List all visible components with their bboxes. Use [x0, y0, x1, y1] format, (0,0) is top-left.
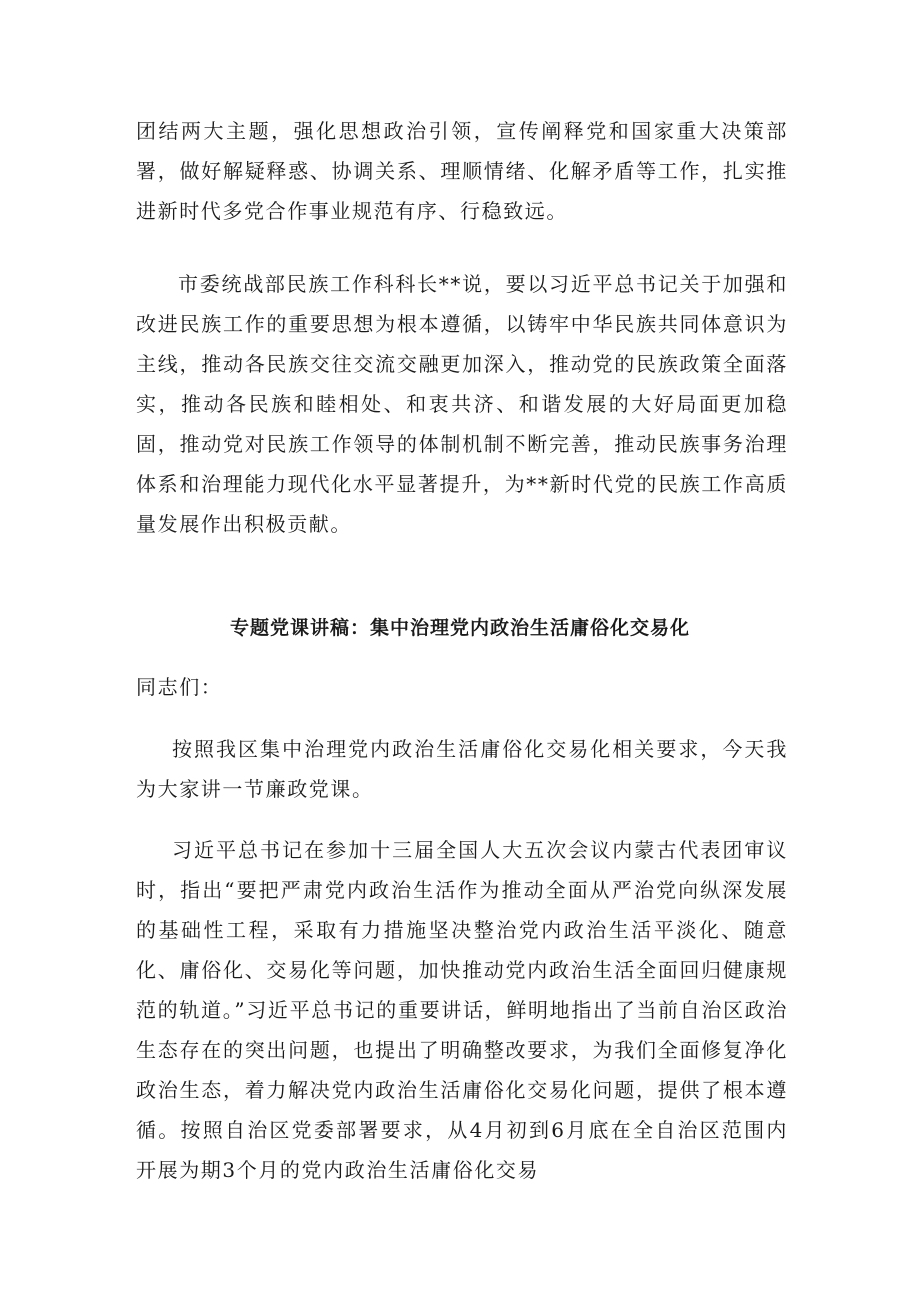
body-paragraph: 按照我区集中治理党内政治生活庸俗化交易化相关要求，今天我为大家讲一节廉政党课。 — [136, 737, 788, 801]
greeting: 同志们： — [136, 675, 223, 699]
body-paragraph: 习近平总书记在参加十三届全国人大五次会议内蒙古代表团审议时，指出“要把严肃党内政治生活作为推动全面从严治党向纵深发展的基础性工程，采取有力措施坚决整治党内政治生活平淡化、随意化、庸俗化、交易化等问题，加快推动党内政治生活全面回归健康规范的轨道。”习近平总书记的重要讲话，鲜明地指出了当前自治区政治生态存在的突出问题，也提出了明确整改要求，为我们全面修复净化政治生态，着力解决党内政治生活庸俗化交易化问题，提供了根本遵循。按照自治区党委部署要求，从4月初到6月底在全自治区范围内开展为期3个月的党内政治生活庸俗化交易 — [136, 838, 788, 1182]
section-title: 专题党课讲稿：集中治理党内政治生活庸俗化交易化 — [229, 617, 690, 639]
body-paragraph: 市委统战部民族工作科科长**说，要以习近平总书记关于加强和改进民族工作的重要思想为根本遵循，以铸牢中华民族共同体意识为主线，推动各民族交往交流交融更加深入，推动党的民族政策全面落实，推动各民族和睦相处、和衷共济、和谐发展的大好局面更加稳固，推动党对民族工作领导的体制机制不断完善，推动民族事务治理体系和治理能力现代化水平显著提升，为**新时代党的民族工作高质量发展作出积极贡献。 — [136, 272, 788, 536]
body-paragraph: 团结两大主题，强化思想政治引领，宣传阐释党和国家重大决策部署，做好解疑释惑、协调关系、理顺情绪、化解矛盾等工作，扎实推进新时代多党合作事业规范有序、行稳致远。 — [136, 119, 788, 223]
